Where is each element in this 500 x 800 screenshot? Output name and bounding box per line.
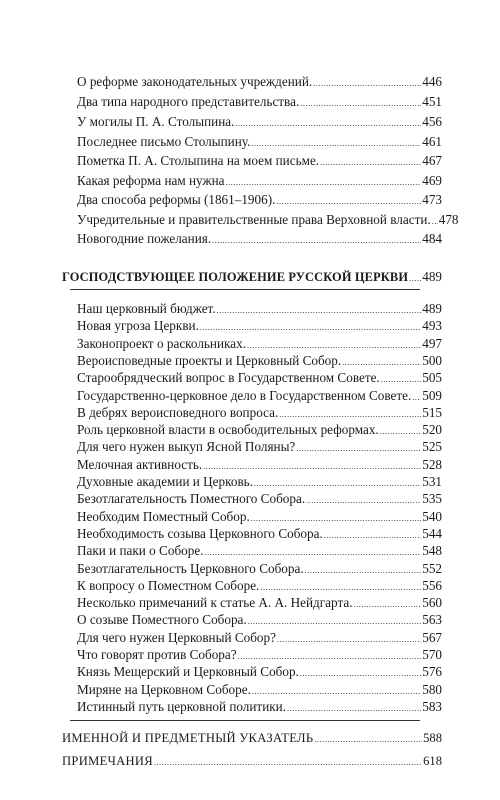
toc-entry-page: 528 bbox=[422, 456, 442, 472]
toc-entry-page: 478 bbox=[438, 212, 459, 227]
toc-entry-title: Учредительные и правительственные права Верховной власти. bbox=[77, 212, 431, 227]
toc-entry-page: 556 bbox=[422, 577, 442, 593]
toc-entry-page: 583 bbox=[422, 698, 442, 714]
toc-entry-title: Необходим Поместный Собор. bbox=[77, 508, 250, 524]
toc-entry-page: 531 bbox=[422, 474, 442, 489]
toc-entry-title: К вопросу о Поместном Соборе. bbox=[77, 577, 260, 593]
toc-entry-title: Что говорят против Собора? bbox=[77, 647, 237, 662]
toc-entry-page: 456 bbox=[422, 114, 442, 129]
toc-entry-title: Миряне на Церковном Соборе. bbox=[77, 681, 251, 697]
toc-entry bbox=[77, 317, 442, 336]
toc-entry bbox=[77, 646, 442, 665]
toc-entry-title: Истинный путь церковной политики. bbox=[77, 698, 287, 714]
toc-entry-page: 467 bbox=[422, 153, 442, 168]
dot-leader bbox=[432, 213, 438, 230]
toc-entry-title: Князь Мещерский и Церковный Собор. bbox=[77, 664, 299, 680]
dot-leader bbox=[212, 232, 421, 249]
toc-entry-page: 520 bbox=[422, 422, 442, 438]
toc-entry bbox=[77, 73, 442, 92]
toc-entry-title: У могилы П. А. Столыпина. bbox=[77, 114, 235, 129]
toc-entry bbox=[77, 300, 442, 319]
toc-entry bbox=[77, 438, 442, 457]
dot-leader bbox=[409, 270, 421, 287]
notes-entry-page: 618 bbox=[423, 753, 442, 768]
toc-entry-page: 451 bbox=[422, 94, 442, 109]
dot-leader bbox=[235, 115, 421, 132]
toc-entry bbox=[77, 404, 442, 423]
dot-leader bbox=[276, 193, 421, 210]
toc-entry bbox=[77, 93, 442, 112]
toc-entry-title: Последнее письмо Столыпину. bbox=[77, 134, 251, 149]
toc-entry bbox=[77, 172, 442, 191]
section-divider bbox=[70, 289, 420, 290]
toc-entry-page: 560 bbox=[422, 595, 442, 611]
section-heading-page: 489 bbox=[422, 269, 442, 284]
toc-entry-page: 552 bbox=[422, 560, 442, 576]
toc-entry bbox=[77, 421, 442, 440]
toc-entry-title: Для чего нужен выкуп Ясной Поляны? bbox=[77, 439, 296, 455]
toc-entry-page: 580 bbox=[422, 681, 442, 697]
toc-entry-title: Пометка П. А. Столыпина на моем письме. bbox=[77, 153, 320, 168]
toc-entry-title: Государственно-церковное дело в Государственном Совете. bbox=[77, 387, 412, 403]
toc-entry bbox=[77, 473, 442, 492]
index-entry-page: 588 bbox=[423, 730, 442, 745]
toc-entry-title: Несколько примечаний к статье А. А. Нейдгарта. bbox=[77, 595, 353, 611]
toc-entry-title: Новогодние пожелания. bbox=[77, 231, 212, 246]
index-entry-title: ИМЕННОЙ И ПРЕДМЕТНЫЙ УКАЗАТЕЛЬ bbox=[62, 730, 314, 745]
toc-entry-title: Какая реформа нам нужна bbox=[77, 173, 225, 188]
toc-entry-title: Законопроект о раскольниках. bbox=[77, 335, 247, 351]
dot-leader bbox=[313, 75, 421, 92]
dot-leader bbox=[226, 174, 422, 191]
toc-entry-page: 525 bbox=[422, 439, 442, 455]
toc-entry bbox=[77, 490, 442, 509]
toc-entry-page: 515 bbox=[422, 404, 442, 420]
toc-entry bbox=[77, 525, 442, 544]
toc-entry bbox=[77, 113, 442, 132]
dot-leader bbox=[154, 754, 422, 771]
toc-entry-page: 544 bbox=[422, 525, 442, 541]
toc-entry bbox=[77, 611, 442, 630]
toc-entry-page: 567 bbox=[422, 629, 442, 645]
toc-entry bbox=[77, 542, 442, 561]
toc-entry-title: Новая угроза Церкви. bbox=[77, 318, 199, 334]
toc-entry-page: 576 bbox=[422, 664, 442, 680]
dot-leader bbox=[287, 700, 421, 717]
section-heading bbox=[62, 268, 442, 287]
toc-entry bbox=[77, 681, 442, 700]
toc-entry-title: Безотлагательность Церковного Собора. bbox=[77, 560, 304, 576]
toc-entry-page: 446 bbox=[422, 74, 442, 89]
toc-entry-title: Роль церковной власти в освободительных реформах. bbox=[77, 422, 379, 438]
notes-entry-title: ПРИМЕЧАНИЯ bbox=[62, 753, 153, 768]
section-heading-title: ГОСПОДСТВУЮЩЕЕ ПОЛОЖЕНИЕ РУССКОЙ ЦЕРКВИ bbox=[62, 270, 409, 284]
toc-entry bbox=[77, 211, 459, 230]
toc-entry-page: 461 bbox=[422, 134, 442, 149]
toc-entry bbox=[77, 456, 442, 475]
toc-entry-page: 548 bbox=[422, 543, 442, 559]
toc-entry-page: 505 bbox=[422, 370, 442, 386]
toc-entry bbox=[77, 663, 442, 682]
toc-entry bbox=[77, 560, 442, 579]
toc-entry-title: Мелочная активность. bbox=[77, 456, 203, 472]
toc-entry-page: 473 bbox=[422, 192, 442, 207]
toc-entry bbox=[77, 191, 442, 210]
toc-entry bbox=[77, 577, 442, 596]
toc-entry-page: 535 bbox=[422, 491, 442, 507]
toc-entry-title: Для чего нужен Церковный Собор? bbox=[77, 629, 276, 645]
toc-entry-title: О созыве Поместного Собора. bbox=[77, 612, 247, 628]
toc-entry bbox=[77, 698, 442, 717]
toc-entry-title: Два способа реформы (1861–1906). bbox=[77, 192, 276, 207]
toc-entry-title: Духовные академии и Церковь. bbox=[77, 474, 253, 489]
toc-entry bbox=[77, 508, 442, 527]
toc-entry bbox=[77, 594, 442, 613]
dot-leader bbox=[300, 95, 421, 112]
toc-entry-title: Необходимость созыва Церковного Собора. bbox=[77, 525, 323, 541]
dot-leader bbox=[320, 154, 421, 171]
toc-entry-page: 497 bbox=[422, 335, 442, 351]
toc-entry bbox=[77, 629, 442, 648]
toc-entry-page: 500 bbox=[422, 352, 442, 368]
toc-entry-title: Безотлагательность Поместного Собора. bbox=[77, 491, 306, 507]
toc-entry-page: 509 bbox=[422, 387, 442, 403]
toc-entry-title: В дебрях вероисповедного вопроса. bbox=[77, 404, 279, 420]
toc-entry bbox=[77, 369, 442, 388]
toc-entry-title: Старообрядческий вопрос в Государственном Совете. bbox=[77, 370, 380, 386]
toc-entry-page: 563 bbox=[422, 612, 442, 628]
toc-entry-title: Вероисповедные проекты и Церковный Собор. bbox=[77, 352, 342, 368]
toc-entry-title: Два типа народного представительства. bbox=[77, 94, 300, 109]
toc-entry bbox=[77, 230, 442, 249]
toc-entry-page: 469 bbox=[422, 173, 442, 188]
toc-entry bbox=[77, 387, 442, 406]
toc-entry bbox=[77, 152, 442, 171]
section-divider bbox=[70, 720, 420, 721]
toc-entry-title: Паки и паки о Соборе. bbox=[77, 543, 204, 559]
notes-entry bbox=[62, 753, 442, 771]
toc-entry-page: 489 bbox=[422, 301, 442, 316]
toc-entry-title: О реформе законодательных учреждений. bbox=[77, 74, 313, 89]
toc-entry-page: 570 bbox=[422, 647, 442, 662]
toc-entry bbox=[77, 352, 442, 371]
toc-entry bbox=[77, 335, 442, 354]
dot-leader bbox=[251, 135, 421, 152]
toc-entry-page: 484 bbox=[422, 231, 442, 246]
index-entry bbox=[62, 730, 442, 748]
toc-entry-page: 540 bbox=[422, 508, 442, 524]
dot-leader bbox=[314, 731, 422, 748]
toc-entry-page: 493 bbox=[422, 318, 442, 334]
toc-entry bbox=[77, 133, 442, 152]
toc-entry-title: Наш церковный бюджет. bbox=[77, 301, 216, 316]
